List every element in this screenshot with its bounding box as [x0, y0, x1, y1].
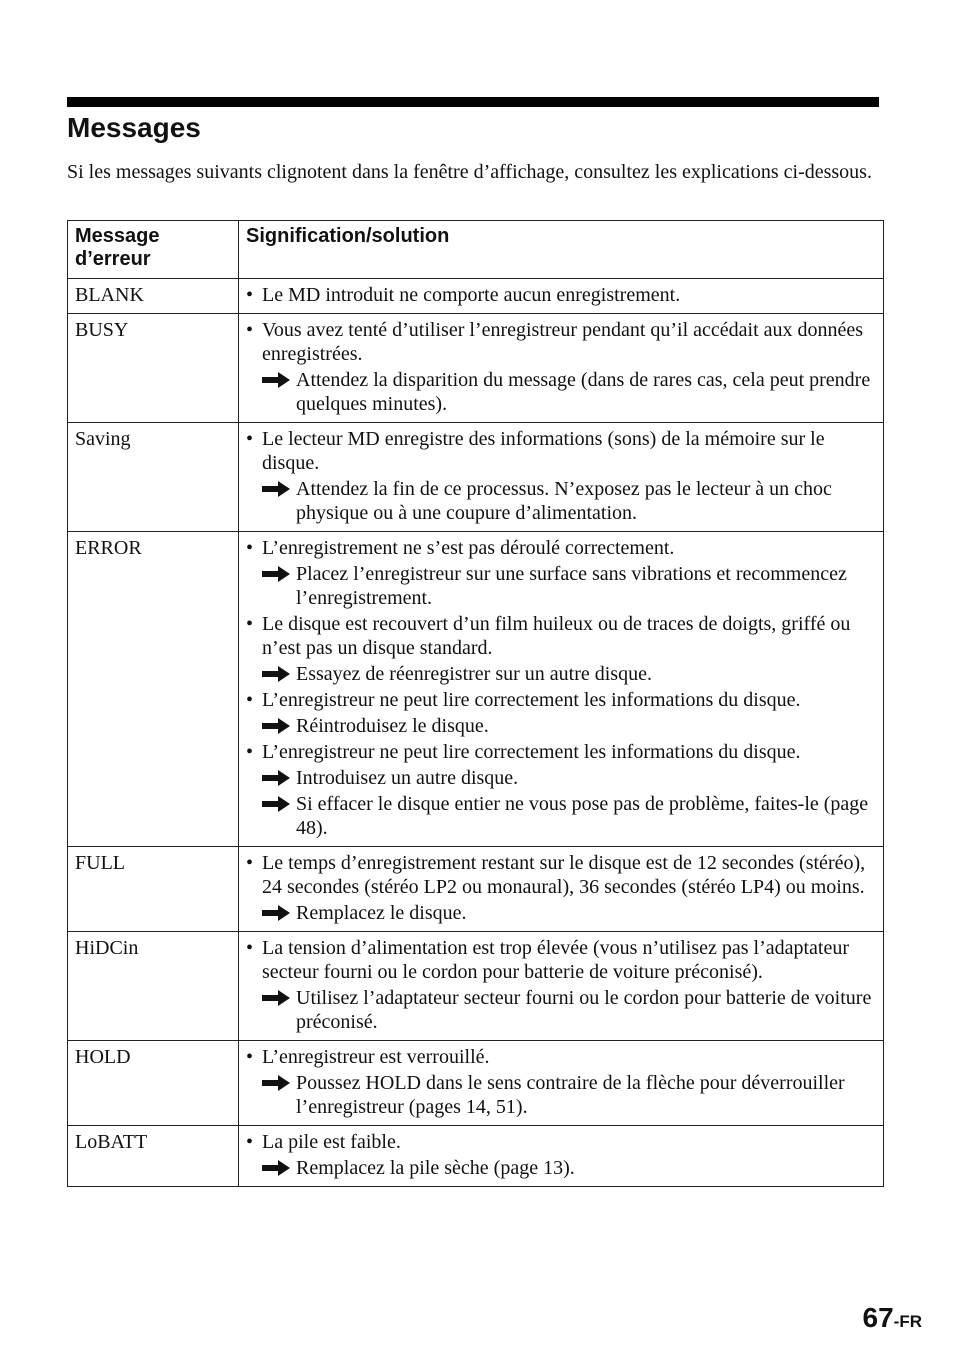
- table-row: [68, 847, 884, 932]
- meaning-cell: [239, 1126, 884, 1187]
- cause-text: Le lecteur MD enregistre des informations (sons) de la mémoire sur le disque.: [262, 428, 825, 474]
- solution-text: Si effacer le disque entier ne vous pose pas de problème, faites-le (page 48).: [296, 793, 869, 839]
- meaning-cell: [239, 279, 884, 314]
- solution-text: Utilisez l’adaptateur secteur fourni ou le cordon pour batterie de voiture préconisé.: [296, 987, 872, 1033]
- cause-item: [246, 612, 876, 686]
- table-body: [68, 279, 884, 1187]
- solution-text: Réintroduisez le disque.: [296, 715, 489, 737]
- cause-text: L’enregistreur est verrouillé.: [262, 1046, 490, 1068]
- cause-bullet: [246, 427, 876, 475]
- table-header-row: [68, 221, 884, 279]
- meaning-cell: [239, 932, 884, 1041]
- cause-bullet: [246, 536, 876, 560]
- right-arrow-icon: [262, 662, 296, 686]
- cause-item: [246, 283, 876, 307]
- solution-text: Essayez de réenregistrer sur un autre disque.: [296, 663, 652, 685]
- bullet-marker: •: [246, 1046, 254, 1068]
- bullet-marker: •: [246, 689, 254, 711]
- solution-line: [262, 562, 876, 610]
- solution-line: [262, 368, 876, 416]
- solution-line: [262, 986, 876, 1034]
- table-row: [68, 932, 884, 1041]
- meaning-cell: [239, 1041, 884, 1126]
- right-arrow-icon: [262, 1071, 296, 1119]
- meaning-cell: [239, 423, 884, 532]
- right-arrow-icon: [262, 562, 296, 610]
- right-arrow-icon: [262, 792, 296, 840]
- table-row: [68, 1126, 884, 1187]
- solution-text: Remplacez le disque.: [296, 902, 467, 924]
- cause-text: La pile est faible.: [262, 1131, 401, 1153]
- page-language-suffix: -FR: [893, 1312, 922, 1331]
- solution-line: [262, 901, 876, 925]
- bullet-marker: •: [246, 741, 254, 763]
- meaning-cell: [239, 532, 884, 847]
- bullet-marker: •: [246, 852, 254, 874]
- cause-item: [246, 427, 876, 525]
- solution-line: [262, 477, 876, 525]
- right-arrow-icon: [262, 368, 296, 416]
- bullet-marker: •: [246, 284, 254, 306]
- solution-text: Attendez la fin de ce processus. N’exposez pas le lecteur à un choc physique ou à une coupure d’alimentation.: [296, 478, 832, 524]
- solution-line: [262, 792, 876, 840]
- cause-text: L’enregistrement ne s’est pas déroulé correctement.: [262, 537, 675, 559]
- table-row: [68, 423, 884, 532]
- bullet-marker: •: [246, 428, 254, 450]
- cause-item: [246, 936, 876, 1034]
- solution-text: Placez l’enregistreur sur une surface sans vibrations et recommencez l’enregistrement.: [296, 563, 847, 609]
- right-arrow-icon: [262, 986, 296, 1034]
- page-number: [863, 1302, 922, 1334]
- right-arrow-icon: [262, 714, 296, 738]
- right-arrow-icon: [262, 1156, 296, 1180]
- cause-item: [246, 318, 876, 416]
- cause-bullet: [246, 1130, 876, 1154]
- table-row: [68, 1041, 884, 1126]
- message-code: ERROR: [68, 532, 239, 847]
- solution-line: [262, 1156, 876, 1180]
- message-code: LoBATT: [68, 1126, 239, 1187]
- solution-line: [262, 1071, 876, 1119]
- right-arrow-icon: [262, 766, 296, 790]
- right-arrow-icon: [262, 901, 296, 925]
- message-code: Saving: [68, 423, 239, 532]
- cause-bullet: [246, 936, 876, 984]
- cause-bullet: [246, 1045, 876, 1069]
- bullet-marker: •: [246, 319, 254, 341]
- cause-item: [246, 688, 876, 738]
- right-arrow-icon: [262, 477, 296, 525]
- cause-text: La tension d’alimentation est trop élevée (vous n’utilisez pas l’adaptateur secteur fourni ou le cordon pour batterie de voiture préconisé).: [262, 937, 850, 983]
- message-code: FULL: [68, 847, 239, 932]
- cause-bullet: [246, 612, 876, 660]
- table-row: [68, 314, 884, 423]
- cause-text: Vous avez tenté d’utiliser l’enregistreur pendant qu’il accédait aux données enregistrées.: [262, 319, 864, 365]
- top-rule: [67, 97, 879, 107]
- cause-text: L’enregistreur ne peut lire correctement les informations du disque.: [262, 741, 801, 763]
- message-code: HiDCin: [68, 932, 239, 1041]
- table-row: [68, 279, 884, 314]
- intro-text: Si les messages suivants clignotent dans la fenêtre d’affichage, consultez les explications ci-dessous.: [67, 161, 872, 183]
- solution-text: Introduisez un autre disque.: [296, 767, 519, 789]
- page-title: Messages: [67, 112, 201, 143]
- solution-text: Poussez HOLD dans le sens contraire de la flèche pour déverrouiller l’enregistreur (pages 14, 51).: [296, 1072, 845, 1118]
- bullet-marker: •: [246, 613, 254, 635]
- meaning-cell: [239, 314, 884, 423]
- solution-line: [262, 662, 876, 686]
- cause-bullet: [246, 740, 876, 764]
- cause-item: [246, 740, 876, 840]
- message-code: BUSY: [68, 314, 239, 423]
- cause-item: [246, 851, 876, 925]
- cause-text: Le temps d’enregistrement restant sur le disque est de 12 secondes (stéréo), 24 secondes (stéréo LP2 ou monaural), 36 secondes (stéréo LP4) ou moins.: [262, 852, 866, 898]
- solution-text: Remplacez la pile sèche (page 13).: [296, 1157, 575, 1179]
- cause-bullet: [246, 688, 876, 712]
- header-message: Message d’erreur: [68, 221, 239, 279]
- cause-item: [246, 536, 876, 610]
- header-meaning: Signification/solution: [239, 221, 884, 279]
- cause-bullet: [246, 283, 876, 307]
- message-code: BLANK: [68, 279, 239, 314]
- cause-bullet: [246, 318, 876, 366]
- solution-line: [262, 766, 876, 790]
- meaning-cell: [239, 847, 884, 932]
- cause-item: [246, 1130, 876, 1180]
- bullet-marker: •: [246, 937, 254, 959]
- cause-item: [246, 1045, 876, 1119]
- cause-text: L’enregistreur ne peut lire correctement les informations du disque.: [262, 689, 801, 711]
- bullet-marker: •: [246, 537, 254, 559]
- table-row: [68, 532, 884, 847]
- page-number-value: 67: [862, 1302, 894, 1333]
- bullet-marker: •: [246, 1131, 254, 1153]
- message-code: HOLD: [68, 1041, 239, 1126]
- cause-text: Le MD introduit ne comporte aucun enregistrement.: [262, 284, 681, 306]
- solution-text: Attendez la disparition du message (dans de rares cas, cela peut prendre quelques minutes).: [296, 369, 871, 415]
- cause-bullet: [246, 851, 876, 899]
- messages-table: [67, 220, 884, 1187]
- cause-text: Le disque est recouvert d’un film huileux ou de traces de doigts, griffé ou n’est pas un disque standard.: [262, 613, 851, 659]
- solution-line: [262, 714, 876, 738]
